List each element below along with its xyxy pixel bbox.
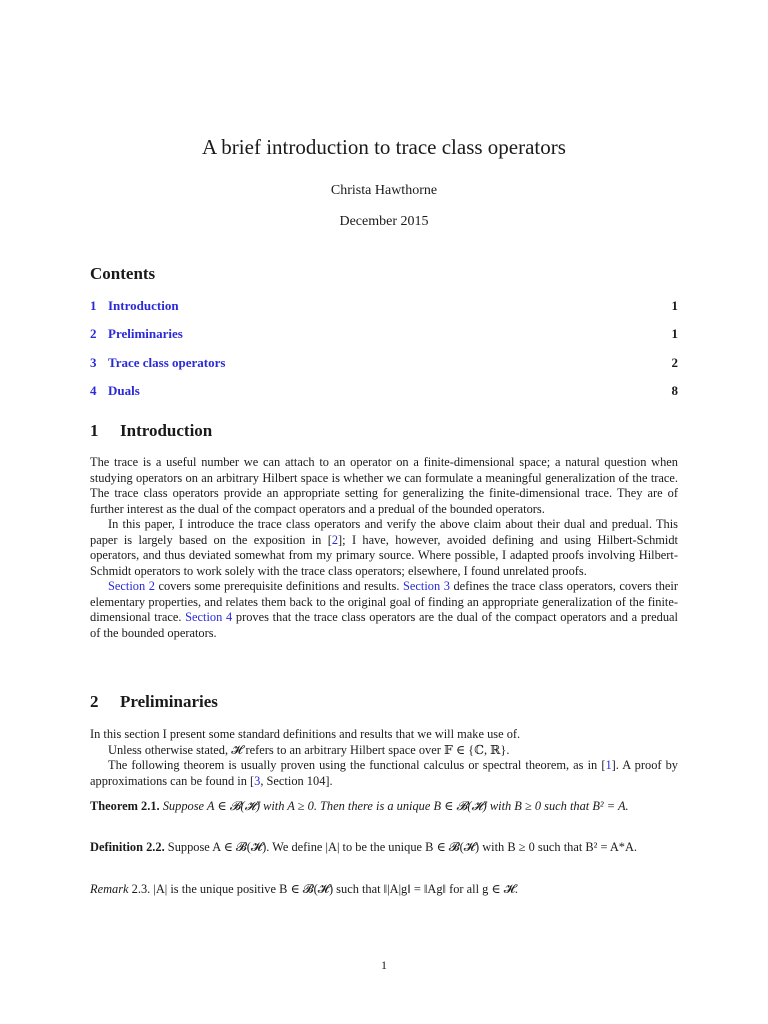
remark-number: 2.3. — [128, 882, 151, 896]
toc-item-preliminaries[interactable] — [90, 326, 678, 354]
paragraph — [90, 517, 678, 579]
definition-text: Suppose A ∈ 𝓑(𝓗). We define |A| to be the unique B ∈ 𝓑(𝓗) with B ≥ 0 such that B² = A*A. — [164, 840, 638, 854]
page-number: 1 — [381, 958, 387, 972]
toc-item-number: 3 — [90, 354, 97, 370]
toc-item-introduction[interactable] — [90, 298, 678, 326]
citation-link[interactable]: 3 — [254, 773, 261, 788]
paper-title: A brief introduction to trace class operators — [202, 135, 566, 159]
section-1-body — [90, 455, 678, 641]
text: ]. A proof by approximations can be found in [ — [90, 758, 679, 788]
remark-label: Remark — [90, 882, 129, 896]
section-title: Introduction — [120, 421, 213, 440]
theorem-2-1 — [90, 799, 678, 815]
section-1-heading — [90, 423, 212, 439]
text: ]; I have, however, avoided defining and using Hilbert-Schmidt operators, and thus deviated somewhat from my primary source. Where possible, I adapted proofs involving Hilbert-Schmidt operators to work solely with the trace class operators; elsewhere, I found unrelated proofs. — [90, 532, 678, 578]
section-2-body — [90, 727, 678, 789]
toc-item-page: 8 — [671, 382, 678, 398]
section-title: Preliminaries — [120, 692, 218, 711]
theorem — [90, 799, 678, 815]
definition-label: Definition 2.2. — [90, 840, 165, 854]
toc-item-number: 2 — [90, 326, 97, 342]
toc-item-number: 4 — [90, 382, 97, 398]
section-2-heading — [90, 694, 218, 710]
text: , Section 104]. — [260, 773, 333, 788]
text: covers some prerequisite definitions and results. — [154, 579, 403, 593]
text: proves that the trace class operators are the dual of the compact operators and a predual of the bounded operators. — [90, 610, 678, 640]
remark-2-3 — [90, 882, 678, 898]
toc-item-label[interactable]: Duals — [108, 382, 140, 398]
section-link[interactable]: Section 4 — [185, 610, 233, 624]
toc-item-number: 1 — [90, 298, 97, 313]
toc-item-page: 2 — [671, 354, 678, 370]
toc-item-duals[interactable] — [90, 383, 678, 411]
text: defines the trace class operators, covers their elementary properties, and relates them back to the original goal of finding an appropriate generalization of the finite-dimensional trace. — [90, 579, 678, 624]
section-link[interactable]: Section 3 — [403, 579, 450, 593]
contents-heading: Contents — [90, 264, 156, 283]
toc-item-label[interactable]: Introduction — [108, 298, 179, 313]
toc-item-trace-class-operators[interactable] — [90, 355, 678, 383]
paragraph: Unless otherwise stated, 𝓗 refers to an arbitrary Hilbert space over 𝔽 ∈ {ℂ, ℝ}. — [108, 742, 510, 757]
paragraph — [90, 579, 678, 641]
paper-author: Christa Hawthorne — [330, 183, 438, 198]
table-of-contents — [90, 298, 678, 411]
paragraph — [90, 758, 678, 789]
paper-date: December 2015 — [339, 214, 429, 229]
toc-item-label[interactable]: Trace class operators — [108, 354, 226, 370]
citation-link[interactable]: 2 — [331, 532, 339, 547]
text: The following theorem is usually proven using the functional calculus or spectral theorem, as in [ — [108, 758, 606, 772]
toc-item-page: 1 — [671, 326, 678, 342]
remark — [90, 882, 678, 898]
theorem-label: Theorem 2.1. — [90, 799, 160, 813]
section-number: 2 — [90, 692, 99, 711]
theorem-text: Suppose A ∈ 𝓑(𝓗) with A ≥ 0. Then there is a unique B ∈ 𝓑(𝓗) with B ≥ 0 such that B² = A. — [159, 799, 629, 813]
remark-text: |A| is the unique positive B ∈ 𝓑(𝓗) such that ‖|A|g‖ = ‖Ag‖ for all g ∈ 𝓗. — [150, 882, 518, 896]
toc-item-label[interactable]: Preliminaries — [108, 326, 183, 342]
definition-2-2 — [90, 840, 678, 856]
paragraph: The trace is a useful number we can attach to an operator on a finite-dimensional space; a natural question when studying operators on an arbitrary Hilbert space is whether we can formulate a meaningful generalization of the trace. The trace class operators provide an appropriate setting for generalizing the finite-dimensional trace. They are of further interest as the dual of the compact operators and a predual of the bounded operators. — [90, 455, 678, 516]
citation-link[interactable]: 1 — [605, 758, 612, 772]
section-number: 1 — [90, 421, 99, 440]
section-link[interactable]: Section 2 — [108, 579, 155, 593]
toc-item-page: 1 — [671, 298, 678, 313]
text: In this paper, I introduce the trace class operators and verify the above claim about their dual and predual. This paper is largely based on the exposition in [ — [90, 517, 678, 547]
definition — [90, 840, 678, 856]
paragraph: In this section I present some standard definitions and results that we will make use of. — [90, 727, 521, 741]
